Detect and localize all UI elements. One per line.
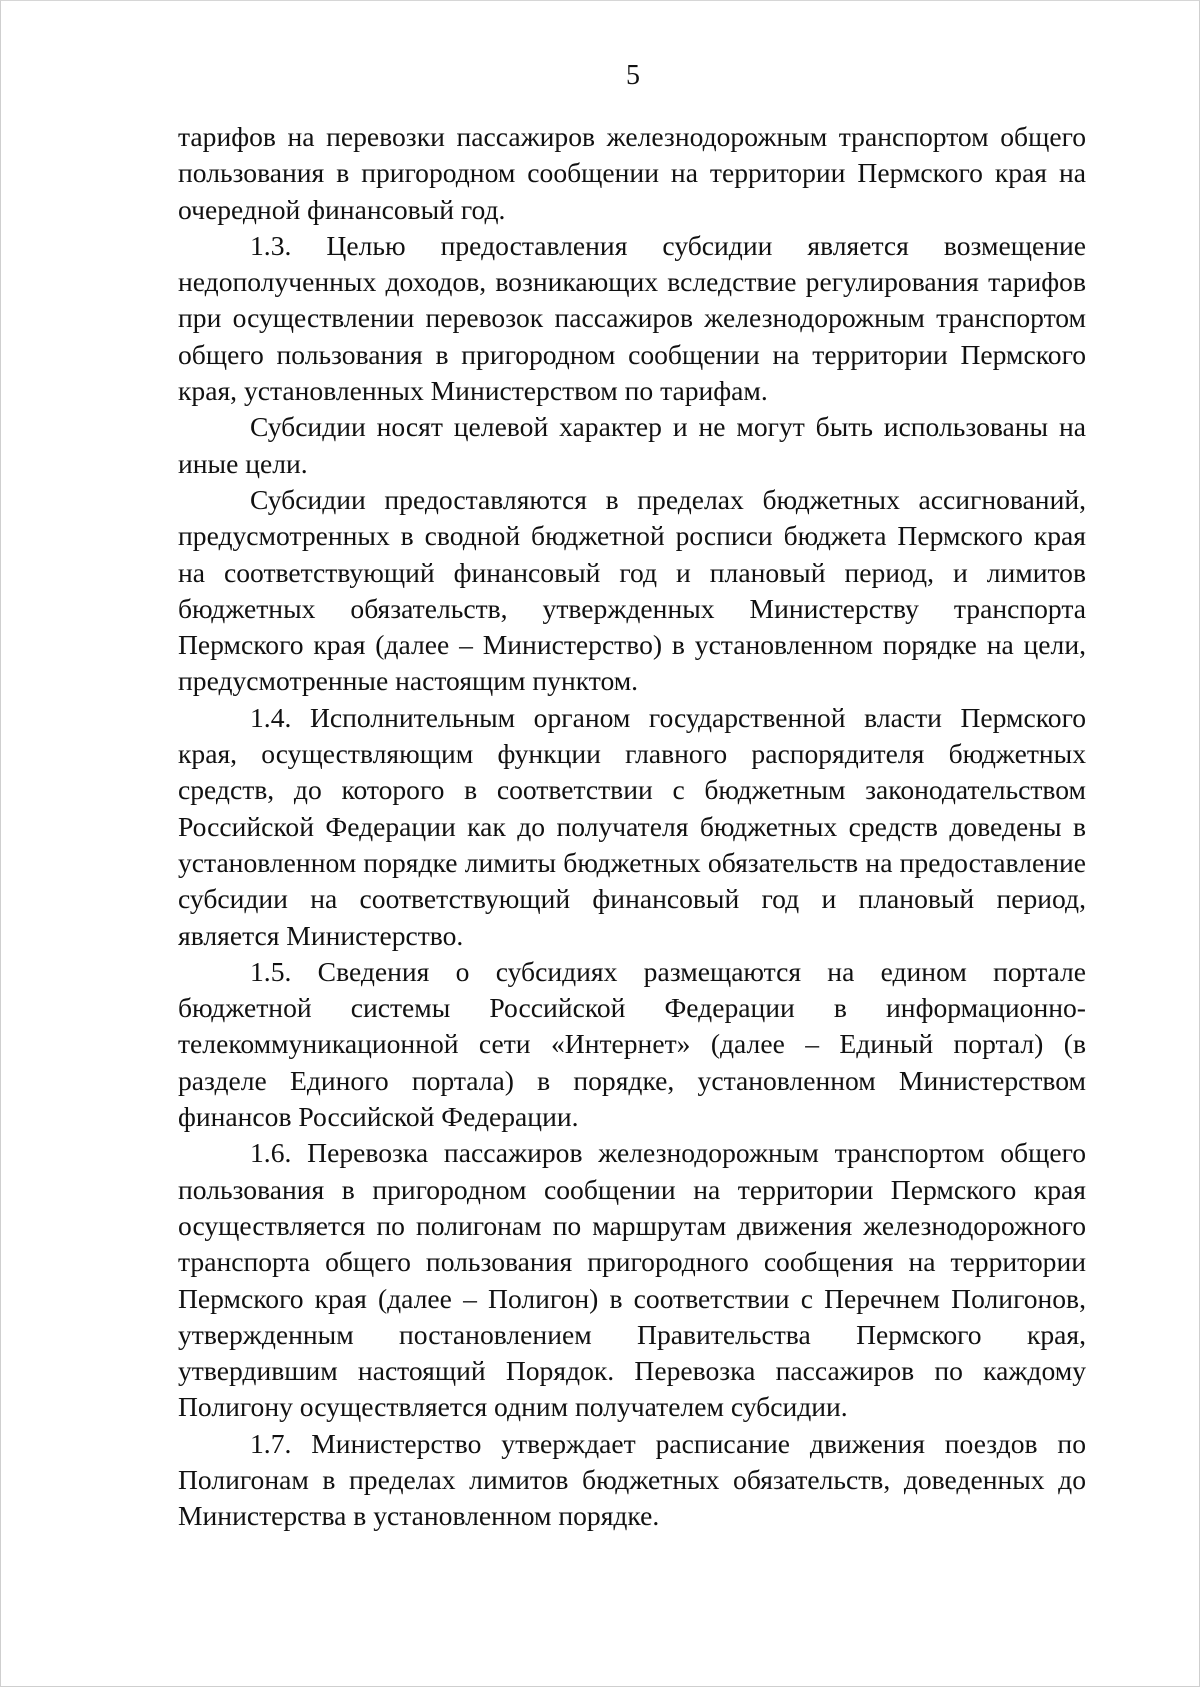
document-body xyxy=(178,119,1086,1535)
paragraph-subsidy-limits: Субсидии предоставляются в пределах бюджетных ассигнований, предусмотренных в сводной бюджетной росписи бюджета Пермского края на соответствующий финансовый год и плановый период, и лимитов бюджетных обязательств, утвержденных Министерству транспорта Пермского края (далее – Министерство) в установленном порядке на цели, предусмотренные настоящим пунктом. xyxy=(178,483,1086,697)
paragraph-1-6: 1.6. Перевозка пассажиров железнодорожным транспортом общего пользования в пригородном сообщении на территории Пермского края осуществляется по полигонам по маршрутам движения железнодорожного транспорта общего пользования пригородного сообщения на территории Пермского края (далее – Полигон) в соответствии с Перечнем Полигонов, утвержденным постановлением Правительства Пермского края, утвердившим настоящий Порядок. Перевозка пассажиров по каждому Полигону осуществляется одним получателем субсидии. xyxy=(178,1137,1086,1423)
paragraph-1-7: 1.7. Министерство утверждает расписание движения поездов по Полигонам в пределах лимитов бюджетных обязательств, доведенных до Министерства в установленном порядке. xyxy=(178,1427,1086,1532)
page-number: 5 xyxy=(626,60,640,91)
paragraph-1-3: 1.3. Целью предоставления субсидии является возмещение недополученных доходов, возникающих вследствие регулирования тарифов при осуществлении перевозок пассажиров железнодорожным транспортом общего пользования в пригородном сообщении на территории Пермского края, установленных Министерством по тарифам. xyxy=(178,229,1086,407)
paragraph-1-4: 1.4. Исполнительным органом государственной власти Пермского края, осуществляющим функции главного распорядителя бюджетных средств, до которого в соответствии с бюджетным законодательством Российской Федерации как до получателя бюджетных средств доведены в установленном порядке лимиты бюджетных обязательств на предоставление субсидии на соответствующий финансовый год и плановый период, является Министерство. xyxy=(178,701,1086,951)
paragraph-1-5: 1.5. Сведения о субсидиях размещаются на едином портале бюджетной системы Российской Федерации в информационно-телекоммуникационной сети «Интернет» (далее – Единый портал) (в разделе Единого портала) в порядке, установленном Министерством финансов Российской Федерации. xyxy=(178,955,1086,1133)
paragraph-subsidy-purpose: Субсидии носят целевой характер и не могут быть использованы на иные цели. xyxy=(178,411,1086,479)
paragraph-continuation: тарифов на перевозки пассажиров железнодорожным транспортом общего пользования в пригородном сообщении на территории Пермского края на очередной финансовый год. xyxy=(178,121,1086,225)
